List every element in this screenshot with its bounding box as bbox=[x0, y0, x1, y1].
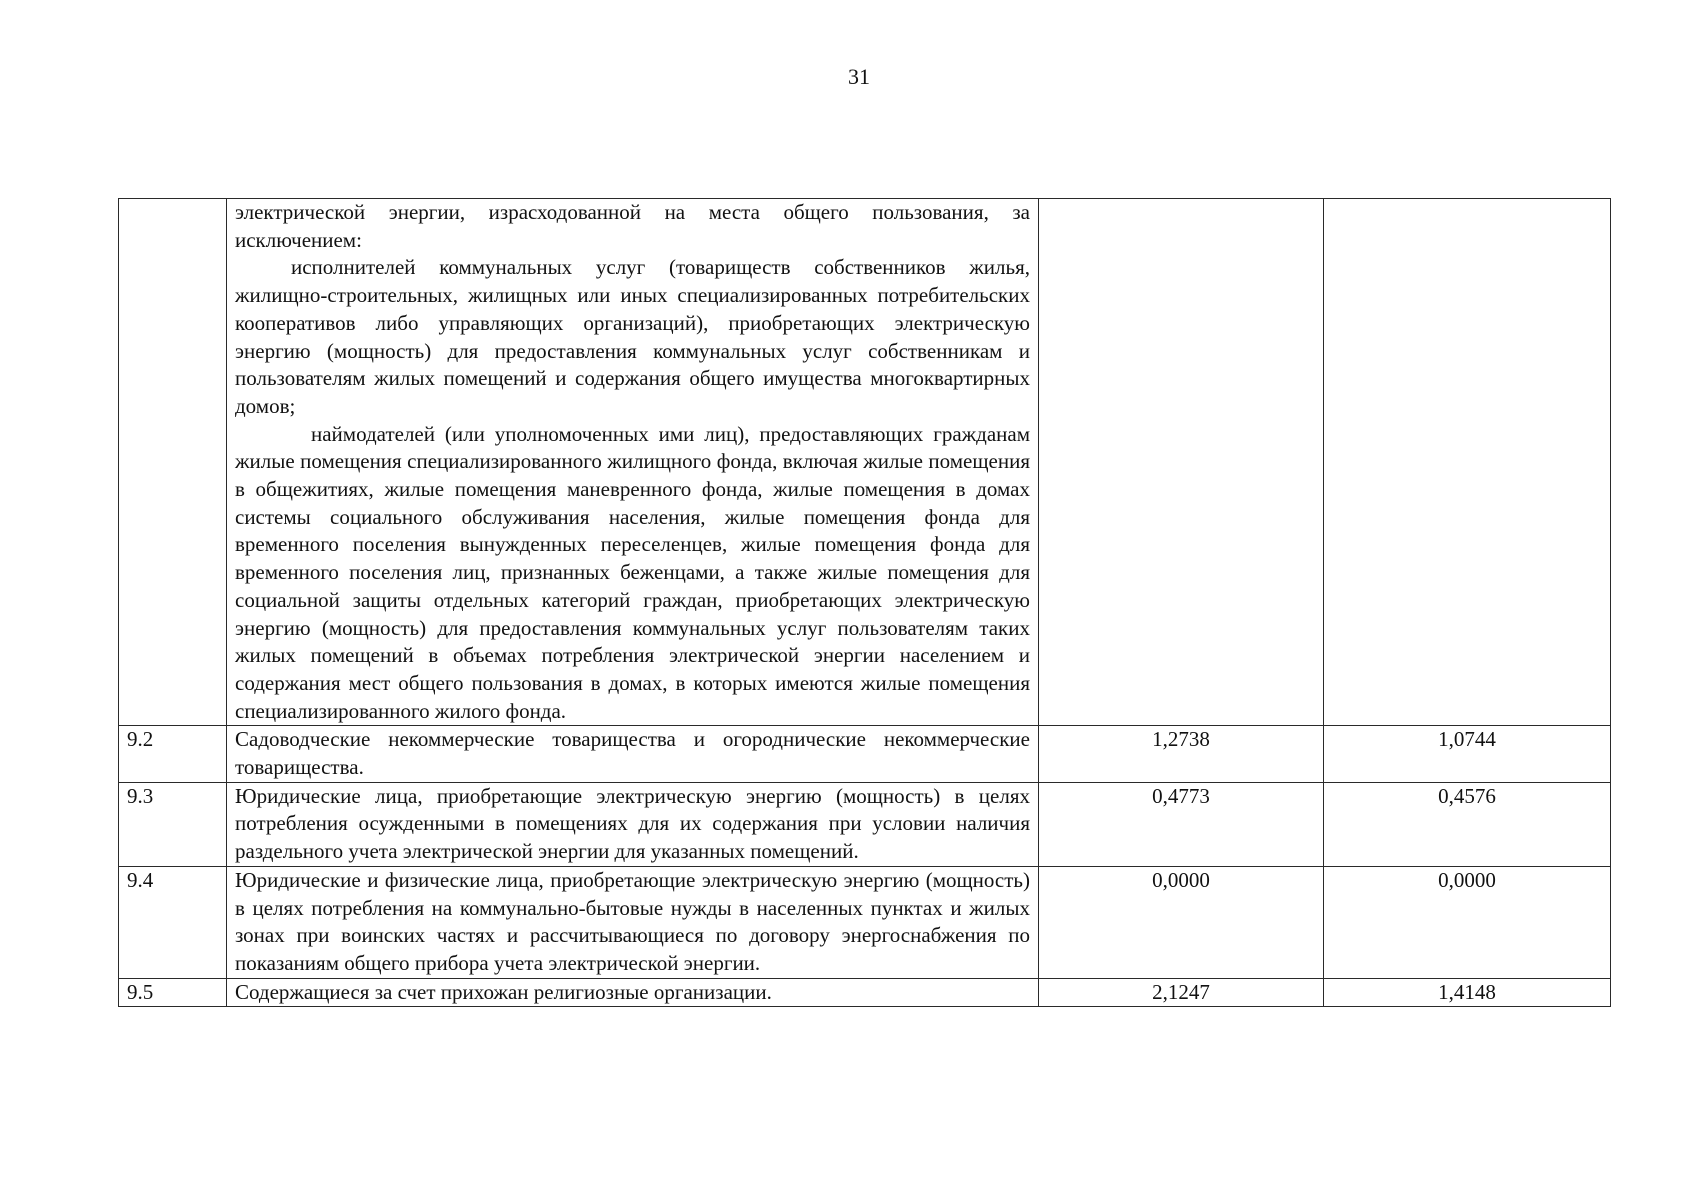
page-number: 31 bbox=[848, 64, 870, 89]
row-number: 9.4 bbox=[119, 866, 227, 978]
row-number: 9.2 bbox=[119, 726, 227, 782]
row-value-2: 1,4148 bbox=[1324, 978, 1611, 1007]
row-description: Садоводческие некоммерческие товарищества и огороднические некоммерческие товарищества. bbox=[227, 726, 1039, 782]
row-description: Юридические лица, приобретающие электрическую энергию (мощность) в целях потребления осужденными в помещениях для их содержания при условии наличия раздельного учета электрической энергии для указанных помещений. bbox=[227, 782, 1039, 866]
continuation-intro-text: электрической энергии, израсходованной на места общего пользования, за исключением: bbox=[235, 200, 1030, 252]
row-value-2: 1,0744 bbox=[1324, 726, 1611, 782]
row-number-cell bbox=[119, 199, 227, 726]
row-number: 9.3 bbox=[119, 782, 227, 866]
row-value-1: 2,1247 bbox=[1039, 978, 1324, 1007]
continuation-item-landlords: наймодателей (или уполномоченных ими лиц), предоставляющих гражданам жилые помещения специализированного жилищного фонда, включая жилые помещения в общежитиях, жилые помещения маневренного фонда, жилые помещения в домах системы социального обслуживания населения, жилые помещения фонда для временного поселения вынужденных переселенцев, жилые помещения фонда для временного поселения лиц, признанных беженцами, а также жилые помещения для социальной защиты отдельных категорий граждан, приобретающих электрическую энергию (мощность) для предоставления коммунальных услуг пользователям таких жилых помещений в объемах потребления электрической энергии населением и содержания мест общего пользования в домах, в которых имеются жилые помещения специализированного жилого фонда. bbox=[235, 421, 1030, 723]
row-value-1: 0,0000 bbox=[1039, 866, 1324, 978]
row-value-1: 1,2738 bbox=[1039, 726, 1324, 782]
row-description: Юридические и физические лица, приобретающие электрическую энергию (мощность) в целях потребления на коммунально-бытовые нужды в населенных пунктах и жилых зонах при воинских частях и рассчитывающиеся по договору энергоснабжения по показаниям общего прибора учета электрической энергии. bbox=[227, 866, 1039, 978]
table-row bbox=[119, 866, 1611, 978]
continuation-item-utility-providers: исполнителей коммунальных услуг (товариществ собственников жилья, жилищно-строительных, жилищных или иных специализированных потребительских кооперативов либо управляющих организаций), приобретающих электрическую энергию (мощность) для предоставления коммунальных услуг собственникам и пользователям жилых помещений и содержания общего имущества многоквартирных домов; bbox=[235, 255, 1030, 418]
table-row bbox=[119, 782, 1611, 866]
table-row bbox=[119, 978, 1611, 1007]
row-value-2-cell bbox=[1324, 199, 1611, 726]
row-value-2: 0,0000 bbox=[1324, 866, 1611, 978]
row-value-1: 0,4773 bbox=[1039, 782, 1324, 866]
table-row-continuation bbox=[119, 199, 1611, 726]
row-value-1-cell bbox=[1039, 199, 1324, 726]
row-description-cell bbox=[227, 199, 1039, 726]
row-description: Содержащиеся за счет прихожан религиозные организации. bbox=[227, 978, 1039, 1007]
table-row bbox=[119, 726, 1611, 782]
tariff-table bbox=[118, 198, 1611, 1007]
row-number: 9.5 bbox=[119, 978, 227, 1007]
row-value-2: 0,4576 bbox=[1324, 782, 1611, 866]
